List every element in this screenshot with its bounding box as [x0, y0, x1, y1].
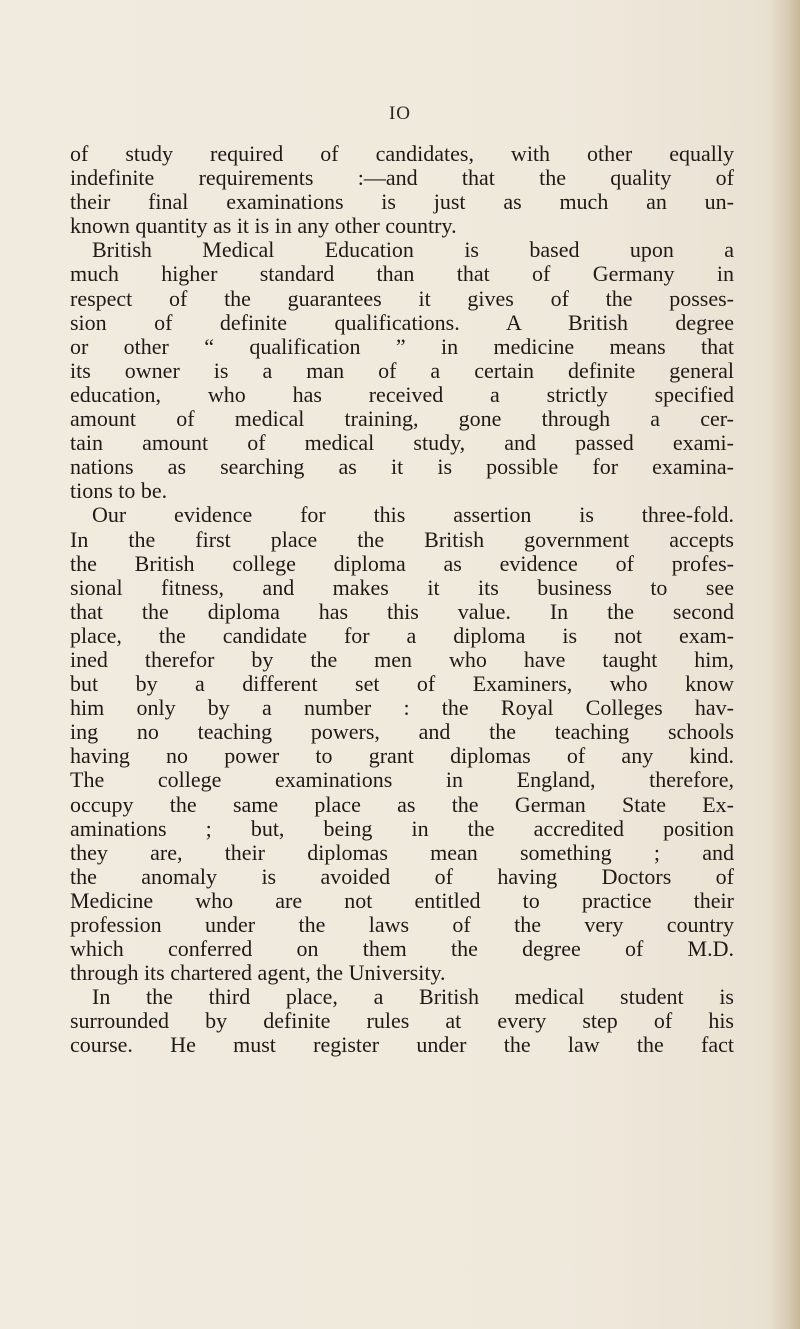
text-line: tain amount of medical study, and passed exami- [70, 430, 734, 456]
text-line: sion of definite qualifications. A British degree [70, 309, 734, 335]
text-line: the British college diploma as evidence of profes- [70, 550, 734, 576]
text-line: known quantity as it is in any other country. [70, 213, 457, 239]
text-line: him only by a number : the Royal Colleges hav- [70, 695, 734, 721]
text-line: ing no teaching powers, and the teaching schools [70, 719, 734, 745]
text-line: or other “ qualification ” in medicine means that [70, 333, 734, 359]
text-line: which conferred on them the degree of M.D. [70, 936, 734, 962]
text-line: British Medical Education is based upon a [92, 237, 734, 263]
text-line: surrounded by definite rules at every step of his [70, 1008, 734, 1034]
text-line: profession under the laws of the very country [70, 912, 734, 937]
text-line: their final examinations is just as much an un- [70, 189, 734, 215]
text-line: that the diploma has this value. In the second [70, 598, 734, 624]
text-line: they are, their diplomas mean something ; and [70, 839, 734, 865]
text-line: Medicine who are not entitled to practice their [70, 887, 734, 913]
text-line: education, who has received a strictly specified [70, 381, 734, 407]
text-line: amount of medical training, gone through a cer- [70, 406, 734, 432]
text-line: The college examinations in England, therefore, [70, 767, 734, 793]
text-line: of study required of candidates, with other equally [70, 141, 734, 166]
text-line: indefinite requirements :—and that the quality of [70, 165, 734, 191]
text-line: respect of the guarantees it gives of the posses- [70, 285, 734, 311]
text-line: nations as searching as it is possible for examina- [70, 454, 734, 480]
text-line: having no power to grant diplomas of any kind. [70, 743, 734, 769]
text-line: the anomaly is avoided of having Doctors of [70, 863, 734, 889]
text-line: course. He must register under the law the fact [70, 1032, 734, 1058]
text-line: aminations ; but, being in the accredited position [70, 815, 734, 841]
page-number: IO [388, 103, 412, 124]
text-line: Our evidence for this assertion is three-fold. [92, 502, 734, 528]
text-line: ined therefor by the men who have taught him, [70, 646, 734, 672]
text-line: its owner is a man of a certain definite general [70, 357, 734, 383]
text-line: tions to be. [70, 478, 168, 504]
text-line: In the first place the British government accepts [70, 526, 734, 552]
body-text [70, 142, 734, 1058]
text-line: In the third place, a British medical student is [92, 984, 734, 1010]
text-line: sional fitness, and makes it its business to see [70, 574, 734, 600]
text-line: through its chartered agent, the University. [70, 960, 446, 986]
text-line: much higher standard than that of Germany in [70, 261, 734, 287]
text-line: place, the candidate for a diploma is not exam- [70, 622, 734, 648]
page-edge-shadow [770, 0, 800, 1329]
text-line: occupy the same place as the German State Ex- [70, 791, 734, 817]
text-line: but by a different set of Examiners, who know [70, 671, 734, 697]
